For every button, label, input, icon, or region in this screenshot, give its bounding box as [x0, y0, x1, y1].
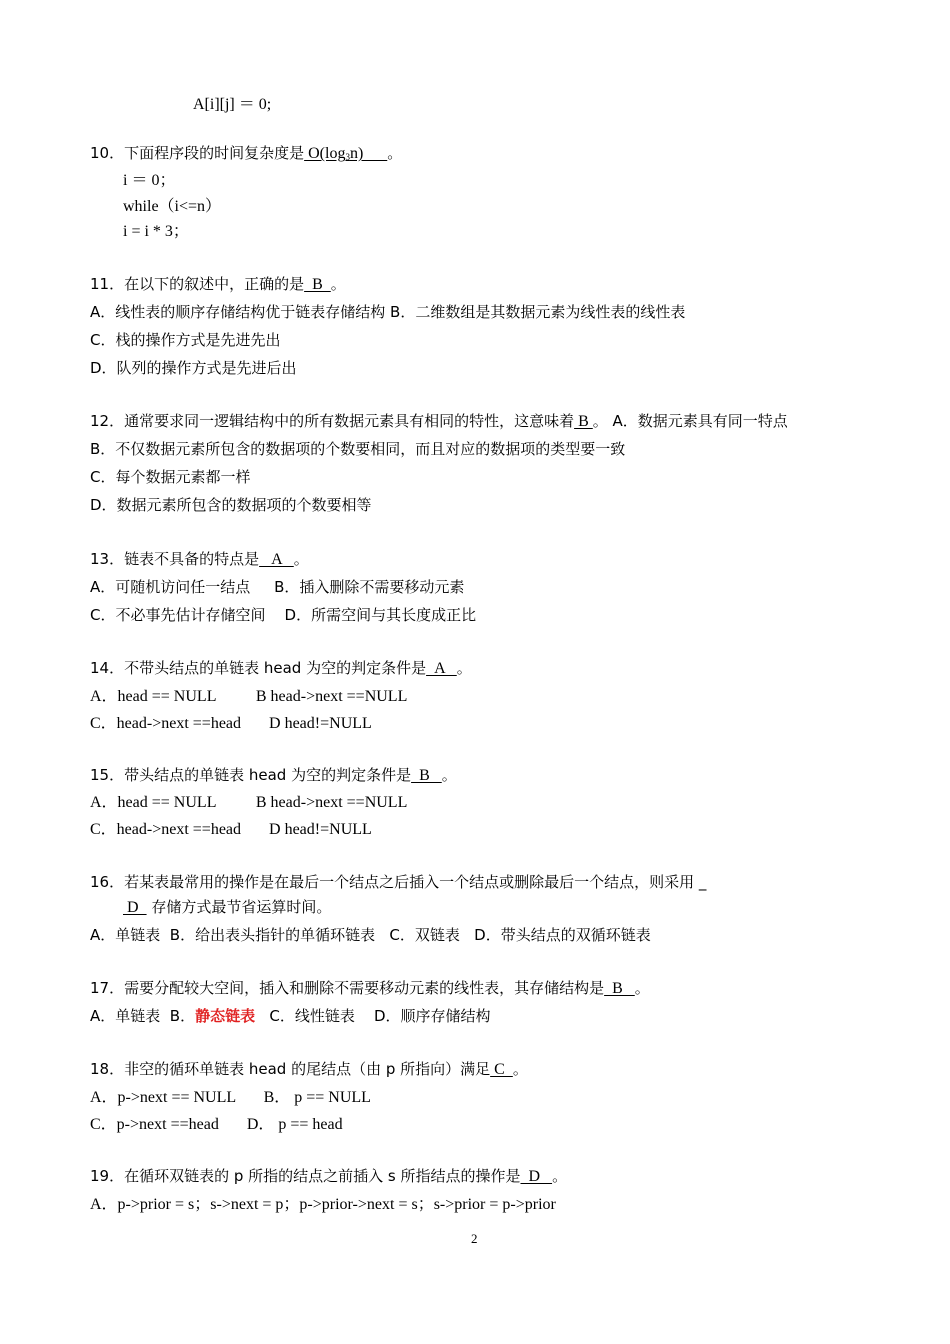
answer-blank: $O(\log_3n)$	[304, 145, 388, 162]
question-18	[90, 1059, 528, 1080]
option-line: A．单链表 B．给出表头指针的单循环链表 C．双链表 D．带头结点的双循环链表	[90, 926, 651, 944]
question-11	[90, 274, 346, 295]
answer-blank: C	[490, 1061, 513, 1078]
option-line: C．每个数据元素都一样	[90, 468, 251, 486]
option-line: C．栈的操作方式是先进先出	[90, 331, 281, 349]
question-15	[90, 765, 457, 786]
question-end: 。	[512, 1060, 528, 1078]
question-text: 14．不带头结点的单链表 head 为空的判定条件是	[90, 659, 427, 677]
question-end: 。	[552, 1167, 568, 1185]
highlighted-option: 静态链表	[195, 1007, 256, 1025]
option-line: C．head->next ==head D head!=NULL	[90, 821, 372, 838]
option-line: A．可随机访问任一结点 B．插入删除不需要移动元素	[90, 578, 465, 596]
option-line: C．p->next ==head D． p == head	[90, 1116, 343, 1133]
question-text: 17．需要分配较大空间，插入和删除不需要移动元素的线性表，其存储结构是	[90, 979, 605, 997]
option-line: B．不仅数据元素所包含的数据项的个数要相同，而且对应的数据项的类型要一致	[90, 440, 626, 458]
code-line: A[i][j] ＝ 0;	[193, 96, 272, 113]
question-text: 11．在以下的叙述中，正确的是	[90, 275, 305, 293]
answer-blank: B	[604, 980, 635, 997]
question-16-cont	[123, 897, 331, 918]
answer-blank: D	[123, 899, 147, 916]
question-text: 12．通常要求同一逻辑结构中的所有数据元素具有相同的特性，这意味着	[90, 412, 575, 430]
option-line: A．head == NULL B head->next ==NULL	[90, 688, 408, 705]
code-line: while（i<=n）	[123, 198, 222, 215]
question-text: 13．链表不具备的特点是	[90, 550, 260, 568]
question-end: 。	[634, 979, 650, 997]
question-end: 。	[387, 144, 403, 162]
question-number: 10．	[90, 144, 125, 162]
option-line: A．线性表的顺序存储结构优于链表存储结构 B．二维数组是其数据元素为线性表的线性表	[90, 303, 686, 321]
question-10	[90, 143, 402, 164]
question-text: 下面程序段的时间复杂度是	[124, 144, 305, 162]
option-line	[90, 1006, 491, 1026]
option-line: A．head == NULL B head->next ==NULL	[90, 794, 408, 811]
answer-blank: A	[259, 551, 294, 568]
option-line: D．队列的操作方式是先进后出	[90, 359, 297, 377]
question-19	[90, 1166, 567, 1187]
answer-blank: B	[411, 767, 442, 784]
question-end: 。	[441, 766, 457, 784]
question-text: 存储方式最节省运算时间。	[146, 898, 332, 916]
question-text: 19．在循环双链表的 p 所指的结点之前插入 s 所指结点的操作是	[90, 1167, 521, 1185]
page-number: 2	[471, 1231, 478, 1246]
question-12	[90, 411, 788, 432]
question-end: 。	[293, 550, 309, 568]
question-end: 。 A．数据元素具有同一特点	[592, 412, 788, 430]
question-16: 16．若某表最常用的操作是在最后一个结点之后插入一个结点或删除最后一个结点，则采用 _	[90, 873, 707, 891]
answer-blank: B	[574, 413, 593, 430]
code-line: i = i * 3；	[123, 223, 189, 240]
answer-blank: D	[520, 1168, 553, 1185]
option-line: D．数据元素所包含的数据项的个数要相等	[90, 496, 372, 514]
question-end: 。	[330, 275, 346, 293]
option-line: C．不必事先估计存储空间 D．所需空间与其长度成正比	[90, 606, 477, 624]
question-end: 。	[456, 659, 472, 677]
option-text: C．线性链表 D．顺序存储结构	[255, 1007, 491, 1025]
option-line: C．head->next ==head D head!=NULL	[90, 715, 372, 732]
question-text: 18．非空的循环单链表 head 的尾结点（由 p 所指向）满足	[90, 1060, 491, 1078]
code-line: i ＝ 0；	[123, 172, 176, 189]
answer-blank: B	[304, 276, 331, 293]
question-17	[90, 978, 650, 999]
option-line: A．p->next == NULL B． p == NULL	[90, 1089, 371, 1106]
question-14	[90, 658, 472, 679]
option-text: A．单链表 B．	[90, 1007, 196, 1025]
question-text: 15．带头结点的单链表 head 为空的判定条件是	[90, 766, 412, 784]
question-13	[90, 549, 309, 570]
option-line: A．p->prior = s；s->next = p；p->prior->next = s；s->prior = p->prior	[90, 1196, 556, 1213]
answer-blank: A	[426, 660, 457, 677]
